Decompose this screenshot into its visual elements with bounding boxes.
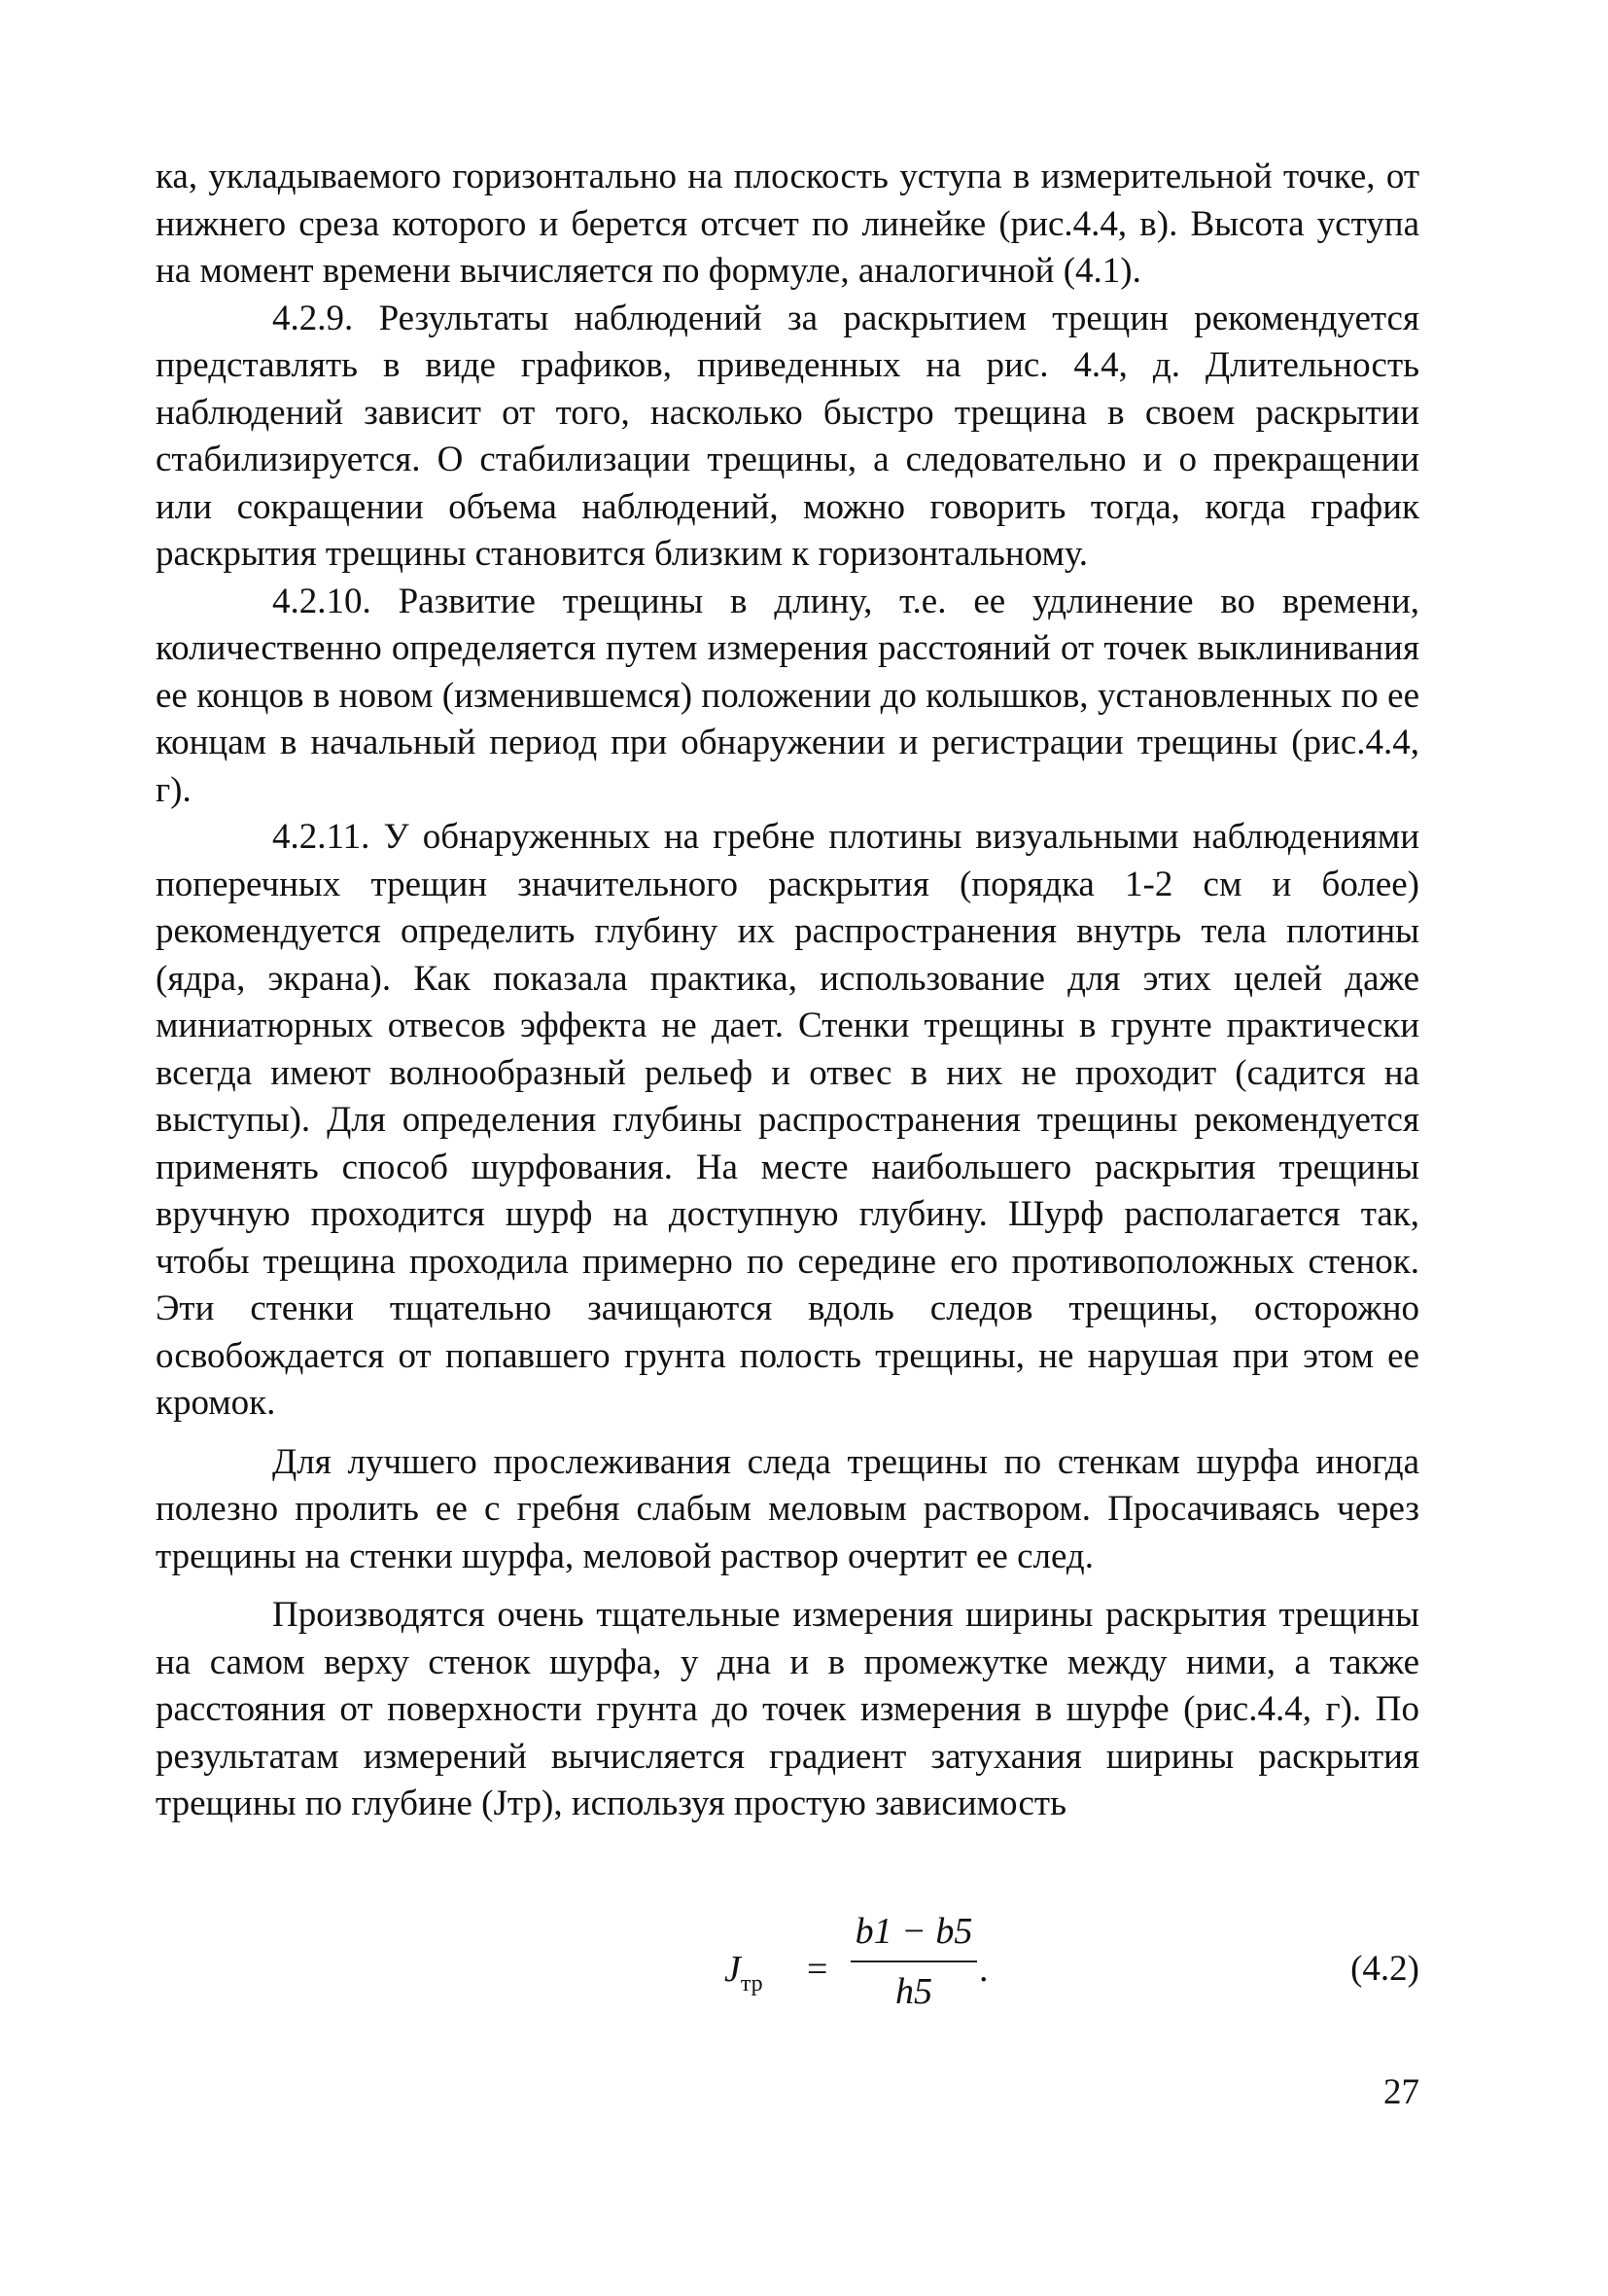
- formula-equals: =: [807, 1949, 828, 1990]
- paragraph-chalk-solution: Для лучшего прослеживания следа трещины по стенкам шурфа иногда полезно пролить ее с гребня слабым меловым раствором. Просачиваясь через трещины на стенки шурфа, меловой раствор очертит ее след.: [156, 1441, 1419, 1576]
- page-number: 27: [1383, 2072, 1419, 2112]
- paragraph-4-2-11: 4.2.11. У обнаруженных на гребне плотины визуальными наблюдениями поперечных трещин значительного раскрытия (порядка 1-2 см и более) рекомендуется определить глубину их распространения внутрь тела плотины (ядра, экрана). Как показала практика, использование для этих целей даже миниатюрных отвесов эффекта не дает. Стенки трещины в грунте практически всегда имеют волнообразный рельеф и отвес в них не проходит (садится на выступы). Для определения глубины распространения трещины рекомендуется применять способ шурфования. На месте наибольшего раскрытия трещины вручную проходится шурф на доступную глубину. Шурф располагается так, чтобы трещина проходила примерно по середине его противоположных стенок. Эти стенки тщательно зачищаются вдоль следов трещины, осторожно освобождается от попавшего грунта полость трещины, не нарушая при этом ее кромок.: [156, 817, 1419, 1423]
- formula-lhs: [724, 1948, 763, 1997]
- equation-number: (4.2): [1350, 1949, 1419, 1989]
- paragraph-4-2-9: 4.2.9. Результаты наблюдений за раскрытием трещин рекомендуется представлять в виде графиков, приведенных на рис. 4.4, д. Длительность наблюдений зависит от того, насколько быстро трещина в своем раскрытии стабилизируется. О стабилизации трещины, а следовательно и о прекращении или сокращении объема наблюдений, можно говорить тогда, когда график раскрытия трещины становится близким к горизонтальному.: [156, 298, 1419, 574]
- fraction-bar: [851, 1960, 977, 1962]
- formula-fraction: [851, 1906, 977, 2017]
- page-body: [156, 154, 1419, 1828]
- formula-end-punct: .: [979, 1949, 989, 1990]
- formula-4-2: [156, 1906, 1419, 2032]
- formula-lhs-symbol: J: [724, 1949, 741, 1990]
- formula-lhs-subscript: тр: [740, 1971, 763, 1996]
- paragraph-continuation: ка, укладываемого горизонтально на плоскость уступа в измерительной точке, от нижнего среза которого и берется отсчет по линейке (рис.4.4, в). Высота уступа на момент времени вычисляется по формуле, аналогичной (4.1).: [156, 157, 1419, 291]
- paragraph-4-2-10: 4.2.10. Развитие трещины в длину, т.е. ее удлинение во времени, количественно определяется путем измерения расстояний от точек выклинивания ее концов в новом (изменившемся) положении до колышков, установленных по ее концам в начальный период при обнаружении и регистрации трещины (рис.4.4, г).: [156, 581, 1419, 810]
- formula-numerator: b1 − b5: [855, 1911, 973, 1952]
- paragraph-measurements: Производятся очень тщательные измерения ширины раскрытия трещины на самом верху стенок шурфа, у дна и в промежутке между ними, а также расстояния от поверхности грунта до точек измерения в шурфе (рис.4.4, г). По результатам измерений вычисляется градиент затухания ширины раскрытия трещины по глубине (Jтр), используя простую зависимость: [156, 1595, 1419, 1823]
- formula-denominator: h5: [895, 1971, 932, 2012]
